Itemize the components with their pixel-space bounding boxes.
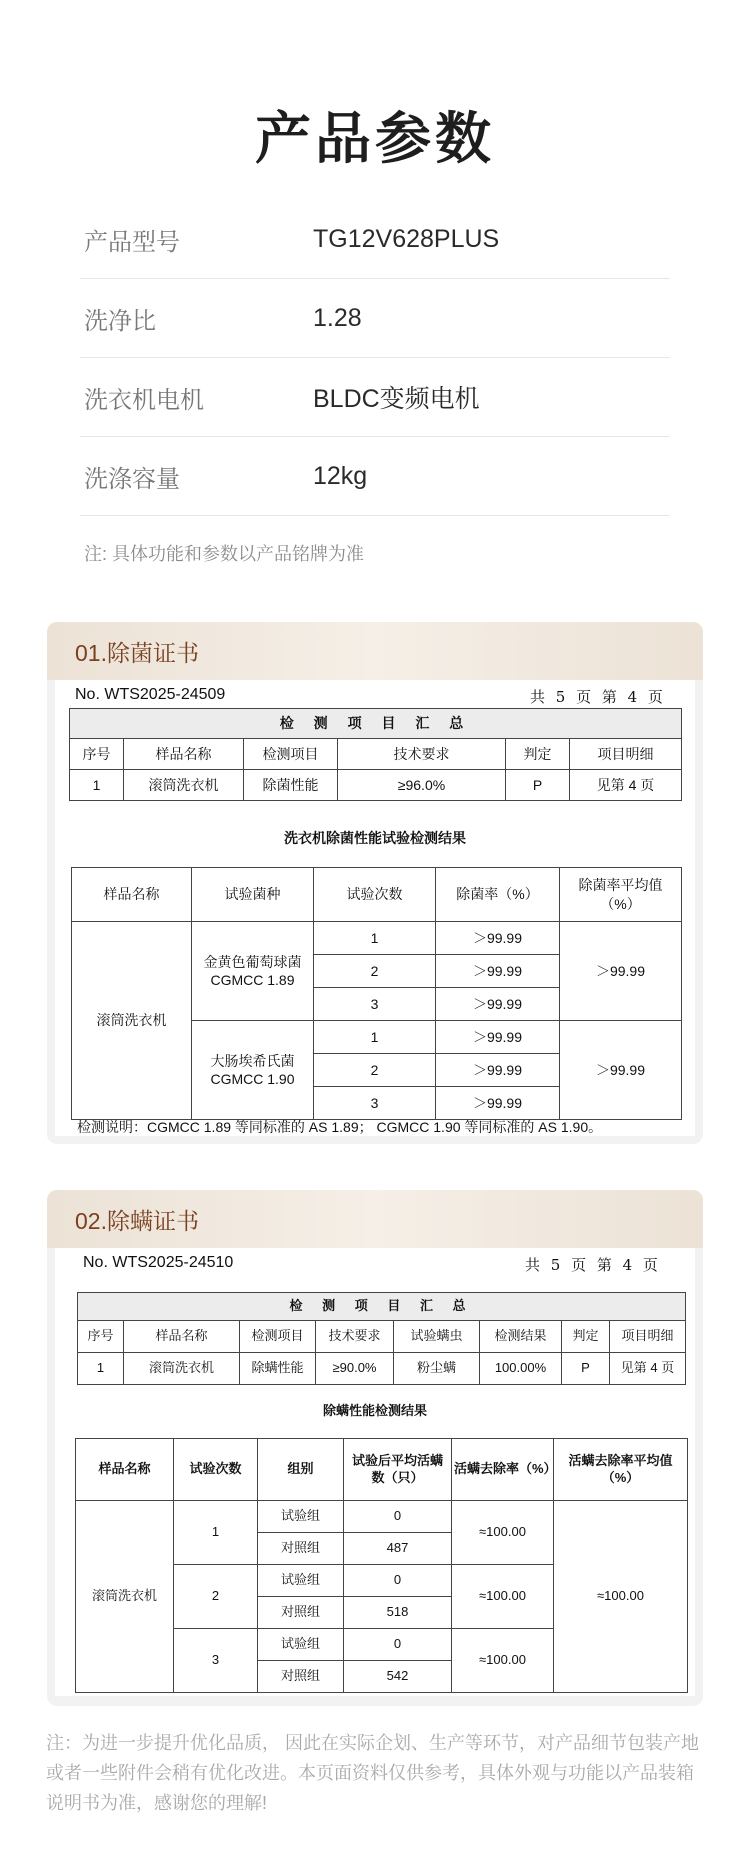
table-cell: P [506,770,570,801]
table-cell: 粉尘螨 [394,1353,480,1385]
result-title: 除螨性能检测结果 [322,1403,427,1418]
summary-title: 检 测 项 目 汇 总 [70,709,682,739]
footer-note: 注：为进一步提升优化品质， 因此在实际企划、生产等环节，对产品细节包装产地或者一些附件会稍有优化改进。本页面资料仅供参考，具体外观与功能以产品装箱说明书为准，感谢您的理解! [46,1733,699,1813]
table-cell: P [562,1353,610,1385]
run-cell: 3 [314,988,436,1021]
rate-cell: ≈100.00 [452,1629,554,1693]
doc-page-info: 共 5 页 第 4 页 [525,1256,661,1274]
table-header: 试验次数 [314,868,436,922]
param-row [80,358,670,437]
rate-cell: ＞99.99 [436,955,560,988]
summary-table [69,708,682,801]
table-cell: 1 [78,1353,124,1385]
strain-name: 金黄色葡萄球菌 [203,953,302,970]
summary-table [77,1292,686,1385]
cert-document [55,680,695,1136]
table-header: 活螨去除率（%） [452,1439,554,1501]
avg-cell: ＞99.99 [560,1021,682,1120]
table-header: 除菌率平均值（%） [560,868,682,922]
table-header: 项目明细 [610,1321,686,1353]
table-cell: 见第 4 页 [610,1353,686,1385]
cert-heading: 02.除螨证书 [47,1190,703,1248]
table-header: 项目明细 [570,739,682,770]
table-header: 序号 [70,739,124,770]
group-cell: 对照组 [258,1661,344,1693]
table-header: 检测项目 [240,1321,316,1353]
rate-cell: ＞99.99 [436,922,560,955]
group-cell: 对照组 [258,1533,344,1565]
strain-cell [192,922,314,1021]
run-cell: 1 [314,1021,436,1054]
param-row [80,437,670,516]
sample-name: 滚筒洗衣机 [72,922,192,1120]
table-header: 试验菌种 [192,868,314,922]
run-cell: 1 [174,1501,258,1565]
param-label: 洗涤容量 [84,465,180,493]
rate-cell: ＞99.99 [436,1021,560,1054]
param-label: 产品型号 [84,228,180,256]
param-label: 洗衣机电机 [84,386,204,414]
table-cell: 滚筒洗衣机 [124,1353,240,1385]
run-cell: 3 [314,1087,436,1120]
rate-cell: ＞99.99 [436,988,560,1021]
count-cell: 0 [344,1629,452,1661]
cert-heading: 01.除菌证书 [47,622,703,680]
table-cell: ≥96.0% [338,770,506,801]
param-value: 12kg [313,461,368,490]
param-value: BLDC变频电机 [313,385,480,413]
doc-page-info: 共 5 页 第 4 页 [530,688,666,706]
param-list [80,200,670,516]
table-header: 样品名称 [124,739,244,770]
table-header: 检测结果 [480,1321,562,1353]
table-header: 判定 [506,739,570,770]
param-row [80,279,670,358]
run-cell: 2 [314,955,436,988]
count-cell: 487 [344,1533,452,1565]
group-cell: 试验组 [258,1565,344,1597]
sample-name: 滚筒洗衣机 [76,1501,174,1693]
table-cell: 除菌性能 [244,770,338,801]
summary-title: 检 测 项 目 汇 总 [78,1293,686,1321]
doc-note: 检测说明：CGMCC 1.89 等同标准的 AS 1.89； CGMCC 1.90 等同标准的 AS 1.90。 [77,1119,603,1135]
table-header: 判定 [562,1321,610,1353]
table-header: 序号 [78,1321,124,1353]
table-header: 样品名称 [76,1439,174,1501]
table-cell: 1 [70,770,124,801]
param-value: 1.28 [313,303,362,332]
run-cell: 2 [174,1565,258,1629]
sterilization-certificate [47,622,703,1144]
param-value: TG12V628PLUS [313,224,500,253]
group-cell: 试验组 [258,1629,344,1661]
cert-document [55,1248,695,1696]
table-header: 试验次数 [174,1439,258,1501]
table-cell: 100.00% [480,1353,562,1385]
table-cell: 滚筒洗衣机 [124,770,244,801]
table-cell: 除螨性能 [240,1353,316,1385]
table-header: 活螨去除率平均值（%） [554,1439,688,1501]
strain-name: 大肠埃希氏菌 [210,1052,295,1069]
group-cell: 对照组 [258,1597,344,1629]
result-table [71,867,682,1120]
params-note: 注: 具体功能和参数以产品铭牌为准 [84,544,365,564]
strain-cell [192,1021,314,1120]
run-cell: 1 [314,922,436,955]
table-header: 技术要求 [338,739,506,770]
param-row [80,200,670,279]
count-cell: 0 [344,1565,452,1597]
rate-cell: ≈100.00 [452,1565,554,1629]
param-label: 洗净比 [84,307,156,335]
table-header: 试验后平均活螨数（只） [344,1439,452,1501]
rate-cell: ≈100.00 [452,1501,554,1565]
page-title: 产品参数 [255,107,495,170]
table-header: 组别 [258,1439,344,1501]
table-header: 试验螨虫 [394,1321,480,1353]
count-cell: 518 [344,1597,452,1629]
result-table [75,1438,688,1693]
strain-code: CGMCC 1.90 [210,1071,295,1087]
table-cell: 见第 4 页 [570,770,682,801]
table-header: 样品名称 [124,1321,240,1353]
run-cell: 2 [314,1054,436,1087]
table-header: 除菌率（%） [436,868,560,922]
avg-cell: ＞99.99 [560,922,682,1021]
result-title: 洗衣机除菌性能试验检测结果 [284,830,466,846]
rate-cell: ＞99.99 [436,1054,560,1087]
rate-cell: ＞99.99 [436,1087,560,1120]
doc-number: No. WTS2025-24510 [83,1254,234,1271]
table-header: 技术要求 [316,1321,394,1353]
count-cell: 0 [344,1501,452,1533]
doc-number: No. WTS2025-24509 [75,686,226,703]
table-cell: ≥90.0% [316,1353,394,1385]
group-cell: 试验组 [258,1501,344,1533]
table-header: 检测项目 [244,739,338,770]
run-cell: 3 [174,1629,258,1693]
avg-cell: ≈100.00 [554,1501,688,1693]
mite-removal-certificate [47,1190,703,1706]
count-cell: 542 [344,1661,452,1693]
strain-code: CGMCC 1.89 [210,972,295,988]
table-header: 样品名称 [72,868,192,922]
